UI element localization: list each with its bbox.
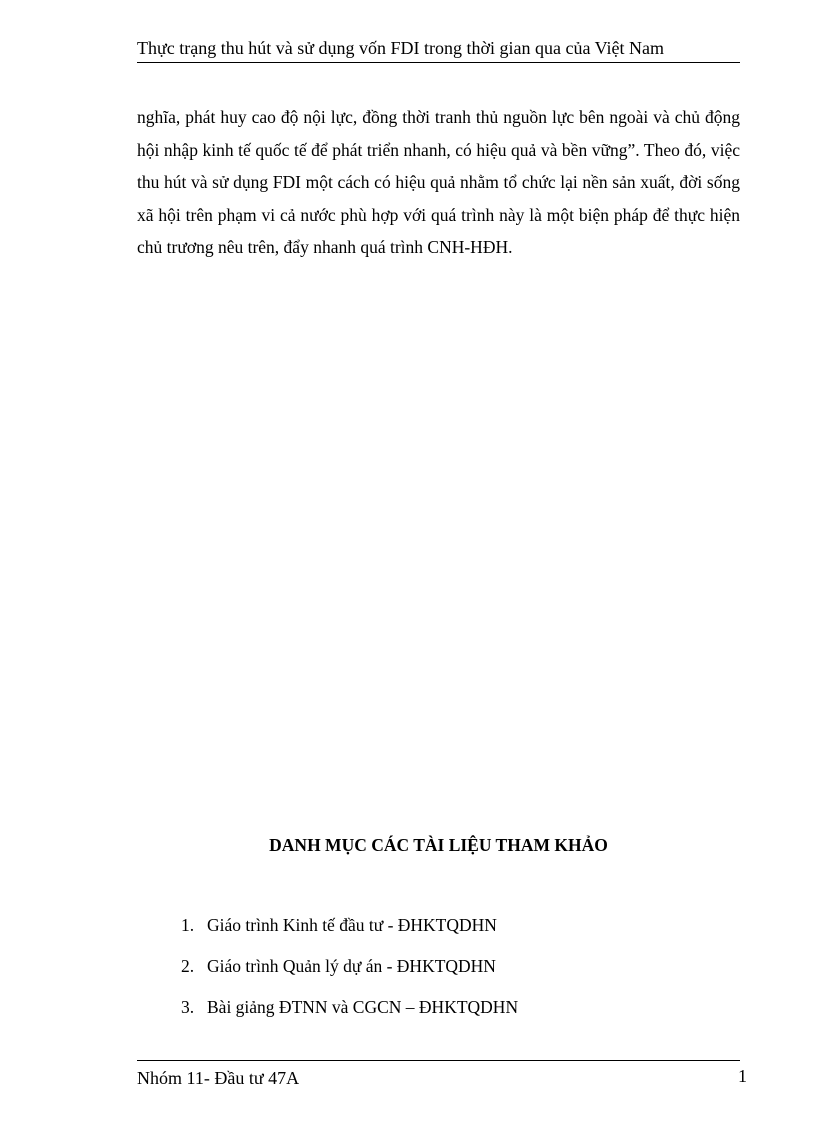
reference-number: 2.: [181, 956, 195, 976]
footer-group-label: Nhóm 11- Đầu tư 47A: [137, 1068, 300, 1088]
reference-text: Giáo trình Kinh tế đầu tư - ĐHKTQDHN: [207, 915, 497, 935]
page-number: 1: [738, 1066, 747, 1086]
header-title: Thực trạng thu hút và sử dụng vốn FDI trong thời gian qua của Việt Nam: [137, 38, 665, 58]
reference-text: Giáo trình Quản lý dự án - ĐHKTQDHN: [207, 956, 496, 976]
reference-number: 3.: [181, 997, 195, 1017]
references-list: [181, 913, 518, 1036]
body-paragraph: nghĩa, phát huy cao độ nội lực, đồng thời tranh thủ nguồn lực bên ngoài và chủ động hội nhập kinh tế quốc tế để phát triển nhanh, có hiệu quả và bền vững”. Theo đó, việc thu hút và sử dụng FDI một cách có hiệu quả nhằm tổ chức lại nền sản xuất, đời sống xã hội trên phạm vi cả nước phù hợp với quá trình này là một biện pháp để thực hiện chủ trương nêu trên, đẩy nhanh quá trình CNH-HĐH.: [137, 107, 740, 258]
reference-item: [181, 995, 518, 1036]
references-title: DANH MỤC CÁC TÀI LIỆU THAM KHẢO: [269, 835, 608, 855]
footer-divider: [137, 1060, 740, 1061]
reference-text: Bài giảng ĐTNN và CGCN – ĐHKTQDHN: [207, 997, 519, 1017]
page-header: [137, 36, 740, 63]
reference-item: [181, 913, 518, 954]
reference-item: [181, 954, 518, 995]
reference-number: 1.: [181, 915, 195, 935]
